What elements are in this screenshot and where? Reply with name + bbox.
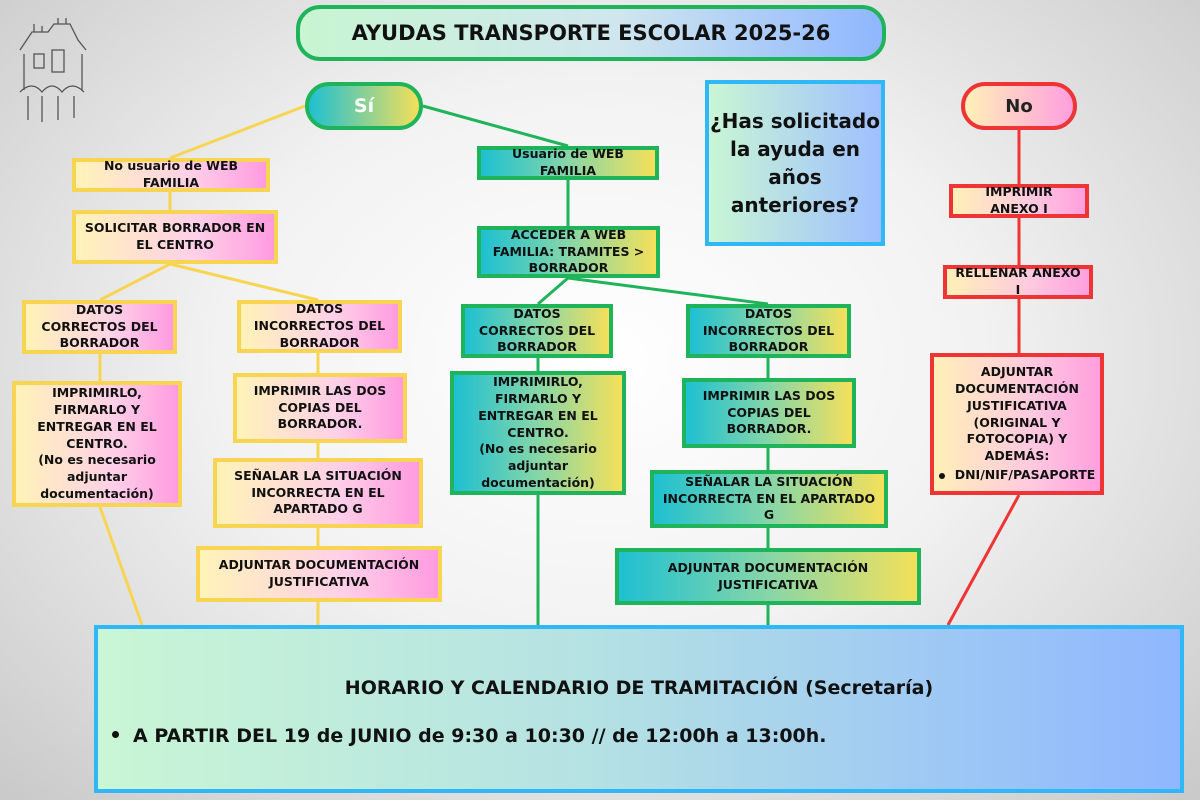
access-web-familia-step: ACCEDER A WEB FAMILIA: TRAMITES > BORRADOR [477, 226, 660, 278]
right-correct-note: (No es necesario adjuntar documentación) [479, 441, 597, 491]
no-web-familia-user: No usuario de WEB FAMILIA [72, 158, 270, 192]
yes-label: Sí [305, 82, 423, 130]
request-draft-step: SOLICITAR BORRADOR EN EL CENTRO [72, 210, 278, 264]
schedule-list [112, 725, 827, 747]
docs-list-item [939, 467, 1096, 484]
left-correct-note: (No es necesario adjuntar documentación) [38, 452, 156, 502]
schedule-title: HORARIO Y CALENDARIO DE TRAMITACIÓN (Secretaría) [344, 677, 934, 699]
right-correct-data: DATOS CORRECTOS DEL BORRADOR [461, 304, 613, 358]
fill-annex-step: RELLENAR ANEXO I [943, 265, 1093, 299]
attach-docs-box [930, 353, 1104, 495]
right-correct-action-text: IMPRIMIRLO, FIRMARLO Y ENTREGAR EN EL CENTRO. [478, 373, 598, 440]
bullet-icon [939, 473, 945, 479]
right-incorrect-step-1: IMPRIMIR LAS DOS COPIAS DEL BORRADOR. [682, 378, 856, 448]
right-incorrect-step-2: SEÑALAR LA SITUACIÓN INCORRECTA EN EL APARTADO G [650, 470, 888, 528]
left-incorrect-step-1: IMPRIMIR LAS DOS COPIAS DEL BORRADOR. [233, 373, 407, 443]
web-familia-user: Usuario de WEB FAMILIA [477, 146, 659, 180]
left-incorrect-step-2: SEÑALAR LA SITUACIÓN INCORRECTA EN EL APARTADO G [213, 458, 423, 528]
bullet-icon [112, 731, 119, 738]
right-incorrect-data: DATOS INCORRECTOS DEL BORRADOR [686, 304, 851, 358]
school-logo-icon [12, 10, 92, 130]
question-box: ¿Has solicitado la ayuda en años anteriores? [705, 80, 885, 246]
right-correct-action [450, 371, 626, 495]
schedule-panel [94, 625, 1184, 793]
left-correct-data: DATOS CORRECTOS DEL BORRADOR [22, 300, 177, 354]
right-incorrect-step-3: ADJUNTAR DOCUMENTACIÓN JUSTIFICATIVA [615, 548, 921, 605]
attach-docs-text: ADJUNTAR DOCUMENTACIÓN JUSTIFICATIVA (ORIGINAL Y FOTOCOPIA) Y ADEMÁS: [955, 363, 1079, 464]
schedule-item: A PARTIR DEL 19 de JUNIO de 9:30 a 10:30 // de 12:00h a 13:00h. [133, 725, 827, 747]
no-label: No [961, 82, 1077, 130]
left-incorrect-step-3: ADJUNTAR DOCUMENTACIÓN JUSTIFICATIVA [196, 546, 442, 602]
docs-item-text: DNI/NIF/PASAPORTE [954, 467, 1096, 483]
left-correct-action-text: IMPRIMIRLO, FIRMARLO Y ENTREGAR EN EL CENTRO. [37, 384, 157, 451]
print-annex-step: IMPRIMIR ANEXO I [949, 184, 1089, 218]
page-title: AYUDAS TRANSPORTE ESCOLAR 2025-26 [296, 5, 886, 61]
left-correct-action [12, 381, 182, 507]
left-incorrect-data: DATOS INCORRECTOS DEL BORRADOR [237, 300, 402, 353]
